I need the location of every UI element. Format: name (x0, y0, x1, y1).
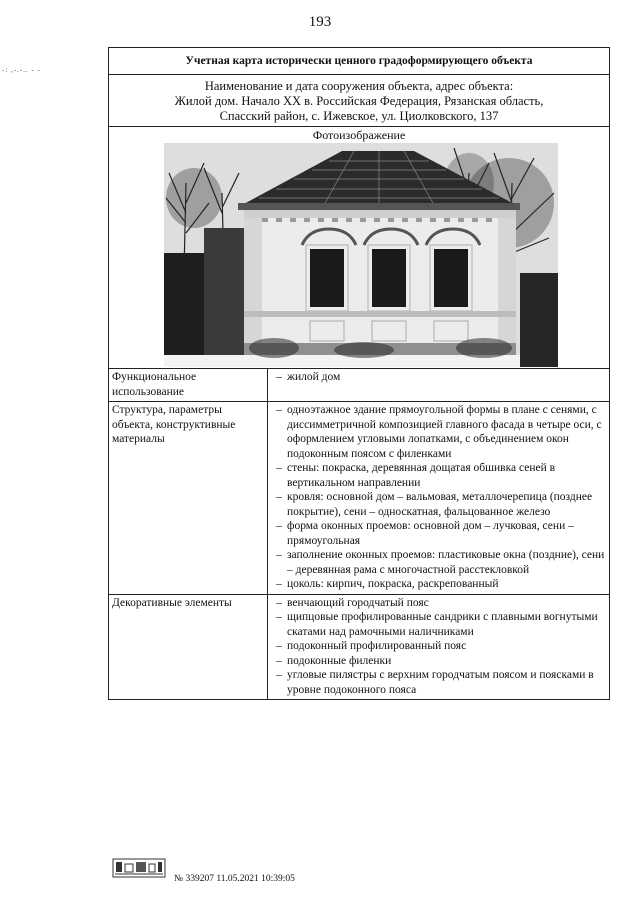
list-item: – подоконные филенки (276, 654, 392, 667)
list-item: – одноэтажное здание прямоугольной формы в плане с сенями, с диссимметричной композицией главного фасада в четыре оси, с оформлением угловыми лопатками, с объединением окон подоконным поясом с филенками (276, 404, 602, 460)
list-item: – цоколь: кирпич, покраска, раскрепованный (276, 578, 499, 590)
list-item: – угловые пилястры с верхним городчатым поясом и поясками в уровне подоконного пояса (276, 669, 594, 696)
page-number: 193 (308, 14, 332, 30)
row-values (268, 369, 610, 402)
row-label: Структура, параметры объекта, конструктивные материалы (109, 402, 268, 595)
properties-table (109, 369, 609, 699)
row-label: Декоративные элементы (109, 594, 268, 699)
house-photo-image (164, 143, 558, 367)
footer (112, 852, 295, 884)
object-name-line: Спасский район, с. Ижевское, ул. Циолковского, 137 (219, 109, 499, 123)
row-label: Функциональное использование (109, 369, 268, 402)
object-name-line: Жилой дом. Начало XX в. Российская Федерация, Рязанская область, (174, 94, 544, 108)
list-item: – подоконный профилированный пояс (276, 640, 467, 652)
table-row (109, 369, 609, 402)
row-values (268, 402, 610, 595)
house-photo (164, 143, 558, 367)
scan-marks: -: ,-.-.. - - (2, 66, 41, 74)
table-row (109, 402, 609, 595)
list-item: – жилой дом (276, 371, 341, 383)
list-item: – венчающий городчатый пояс (276, 596, 429, 609)
table-row (109, 594, 609, 699)
document-number: № 339207 11.05.2021 10:39:05 (174, 874, 295, 884)
registry-stamp-icon (112, 858, 166, 878)
object-name-block (109, 75, 609, 127)
list-item: – стены: покраска, деревянная дощатая обшивка сеней в вертикальном направлении (276, 462, 556, 489)
row-values (268, 594, 610, 699)
list-item: – заполнение оконных проемов: пластиковые окна (поздние), сени – деревянная рама с многочастной расстекловкой (276, 549, 605, 576)
list-item: – кровля: основной дом – вальмовая, металлочерепица (позднее покрытие), сени – односкатная, фальцованное железо (276, 491, 593, 518)
card-title: Учетная карта исторически ценного градоформирующего объекта (109, 48, 609, 75)
photo-label: Фотоизображение (312, 128, 406, 142)
photo-section (109, 128, 609, 369)
object-name-line: Наименование и дата сооружения объекта, адрес объекта: (204, 79, 514, 93)
list-item: – щипцовые профилированные сандрики с плавными вогнутыми скатами над рамочными наличниками (276, 611, 598, 638)
registration-card (108, 47, 610, 700)
list-item: – форма оконных проемов: основной дом – лучковая, сени – прямоугольная (276, 520, 574, 547)
